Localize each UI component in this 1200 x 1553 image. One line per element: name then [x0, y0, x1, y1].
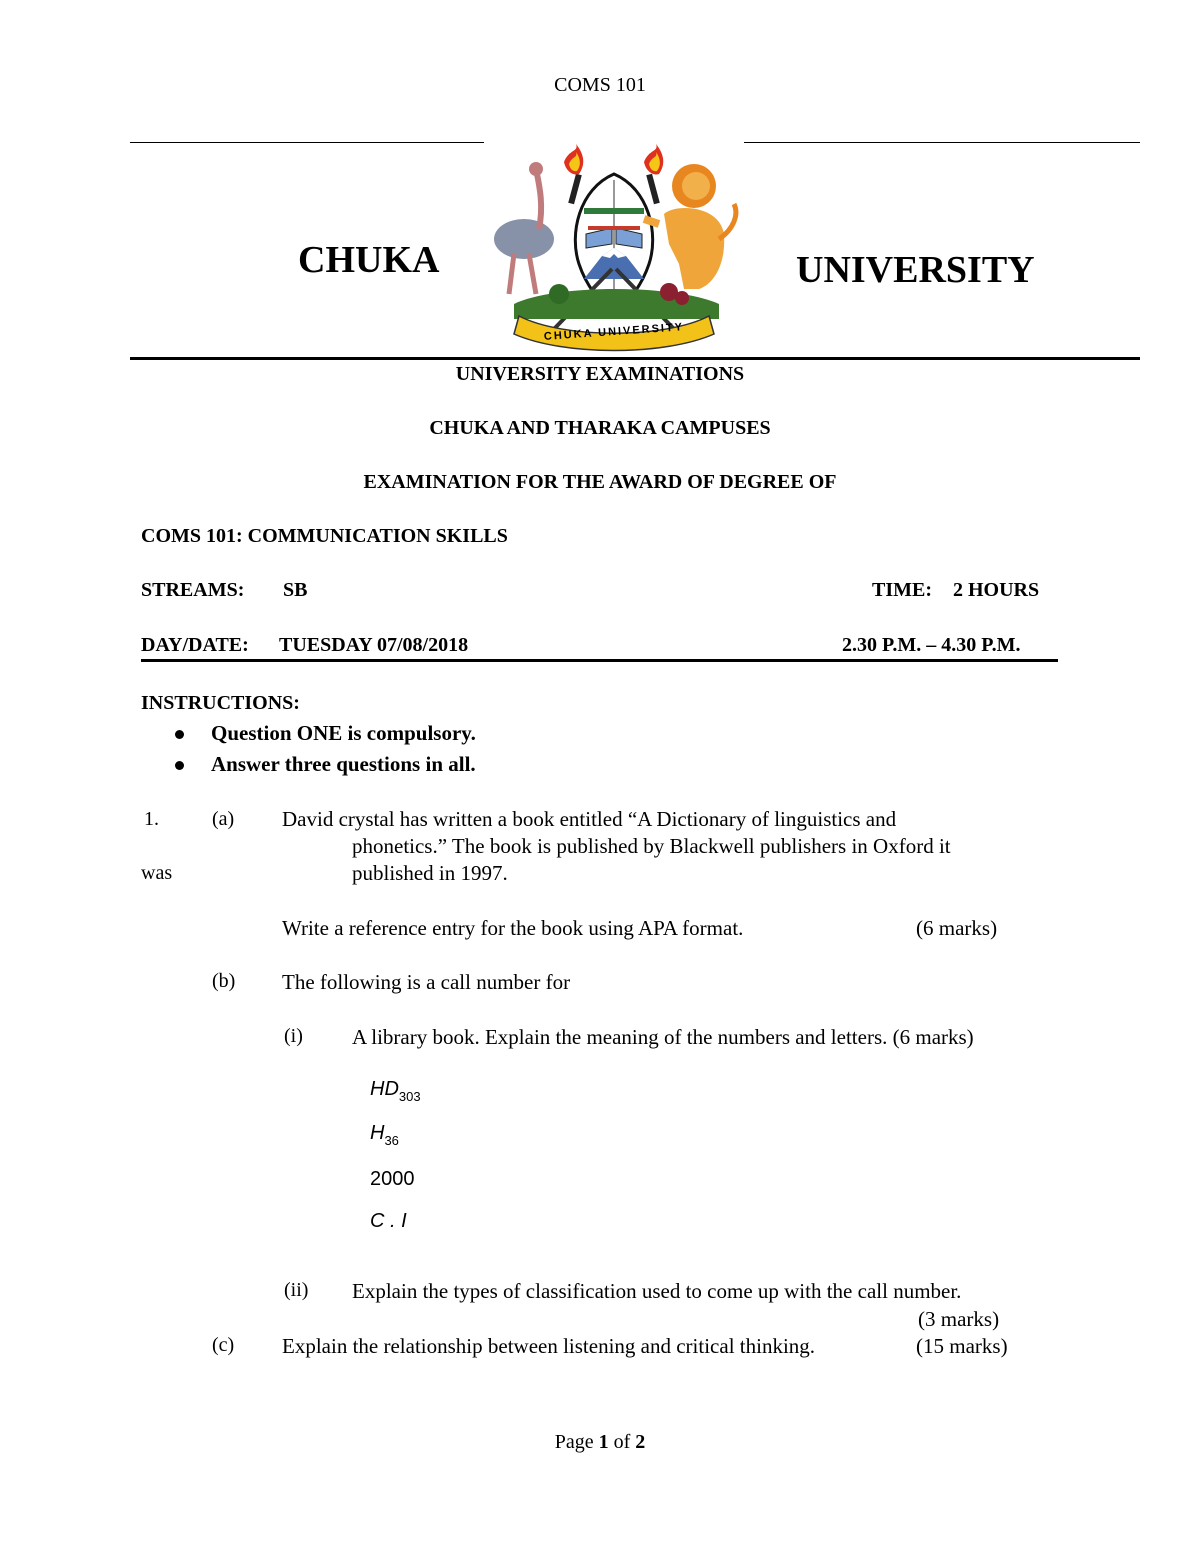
meta-underline — [141, 659, 1058, 662]
title-campuses: CHUKA AND THARAKA CAMPUSES — [429, 417, 771, 439]
call-number-cutter: H — [370, 1122, 385, 1144]
page-total: 2 — [635, 1431, 646, 1453]
page-prefix: Page — [554, 1431, 594, 1453]
part-a-task: Write a reference entry for the book using APA format. — [282, 916, 744, 940]
part-a-line1: David crystal has written a book entitled “A Dictionary of linguistics and — [282, 807, 897, 831]
banner-right-word: UNIVERSITY — [796, 249, 1035, 291]
banner-top-rule-left — [130, 142, 484, 143]
part-bi-text: A library book. Explain the meaning of the numbers and letters. (6 marks) — [352, 1025, 974, 1049]
date-value: TUESDAY 07/08/2018 — [279, 634, 469, 656]
title-university-examinations: UNIVERSITY EXAMINATIONS — [455, 363, 745, 385]
call-number-year: 2000 — [370, 1168, 415, 1190]
streams-value: SB — [283, 579, 308, 601]
call-number-class-sub: 303 — [398, 1089, 421, 1104]
part-bii-text: Explain the types of classification used to come up with the call number. — [352, 1279, 962, 1303]
question-number: 1. — [144, 808, 159, 830]
banner-top-rule-right — [744, 142, 1140, 143]
page-of: of — [613, 1431, 631, 1453]
crest-ribbon-text: CHUKA UNIVERSITY — [543, 321, 685, 343]
part-bii-label: (ii) — [284, 1279, 309, 1301]
part-a-was: was — [141, 862, 173, 884]
running-header: COMS 101 — [554, 74, 646, 96]
call-number-cutter-sub: 36 — [384, 1133, 399, 1148]
streams-label: STREAMS: — [141, 579, 245, 601]
instructions-heading: INSTRUCTIONS: — [141, 692, 300, 714]
part-a-label: (a) — [212, 808, 235, 830]
part-c-text: Explain the relationship between listening and critical thinking. — [282, 1334, 816, 1358]
course-title: COMS 101: COMMUNICATION SKILLS — [141, 525, 508, 547]
call-number-class: HD — [370, 1078, 399, 1100]
part-a-marks: (6 marks) — [916, 916, 998, 940]
time-range: 2.30 P.M. – 4.30 P.M. — [842, 634, 1021, 656]
call-number-copy: C . I — [370, 1210, 407, 1232]
call-number-line2 — [370, 1122, 399, 1148]
page-number: 1 — [598, 1431, 609, 1453]
part-a-line2: phonetics.” The book is published by Blackwell publishers in Oxford it — [352, 834, 951, 858]
part-bii-marks: (3 marks) — [918, 1307, 1000, 1331]
instruction-item: Question ONE is compulsory. — [211, 721, 476, 745]
page-footer — [0, 1431, 1200, 1454]
bullet-icon — [175, 730, 184, 739]
time-value: 2 HOURS — [953, 579, 1040, 601]
part-a-line3: published in 1997. — [352, 861, 508, 885]
instruction-item: Answer three questions in all. — [211, 752, 476, 776]
part-bi-label: (i) — [284, 1025, 303, 1047]
date-label: DAY/DATE: — [141, 634, 249, 656]
banner-left-word: CHUKA — [298, 239, 440, 281]
university-crest-logo — [484, 144, 744, 356]
bullet-icon — [175, 761, 184, 770]
part-b-text: The following is a call number for — [282, 970, 571, 994]
time-label: TIME: — [872, 579, 932, 601]
part-c-label: (c) — [212, 1334, 235, 1356]
part-b-label: (b) — [212, 970, 236, 992]
title-award-degree: EXAMINATION FOR THE AWARD OF DEGREE OF — [363, 471, 837, 493]
banner-bottom-rule — [130, 357, 1140, 360]
call-number-line1 — [370, 1078, 421, 1104]
part-c-marks: (15 marks) — [916, 1334, 1008, 1358]
